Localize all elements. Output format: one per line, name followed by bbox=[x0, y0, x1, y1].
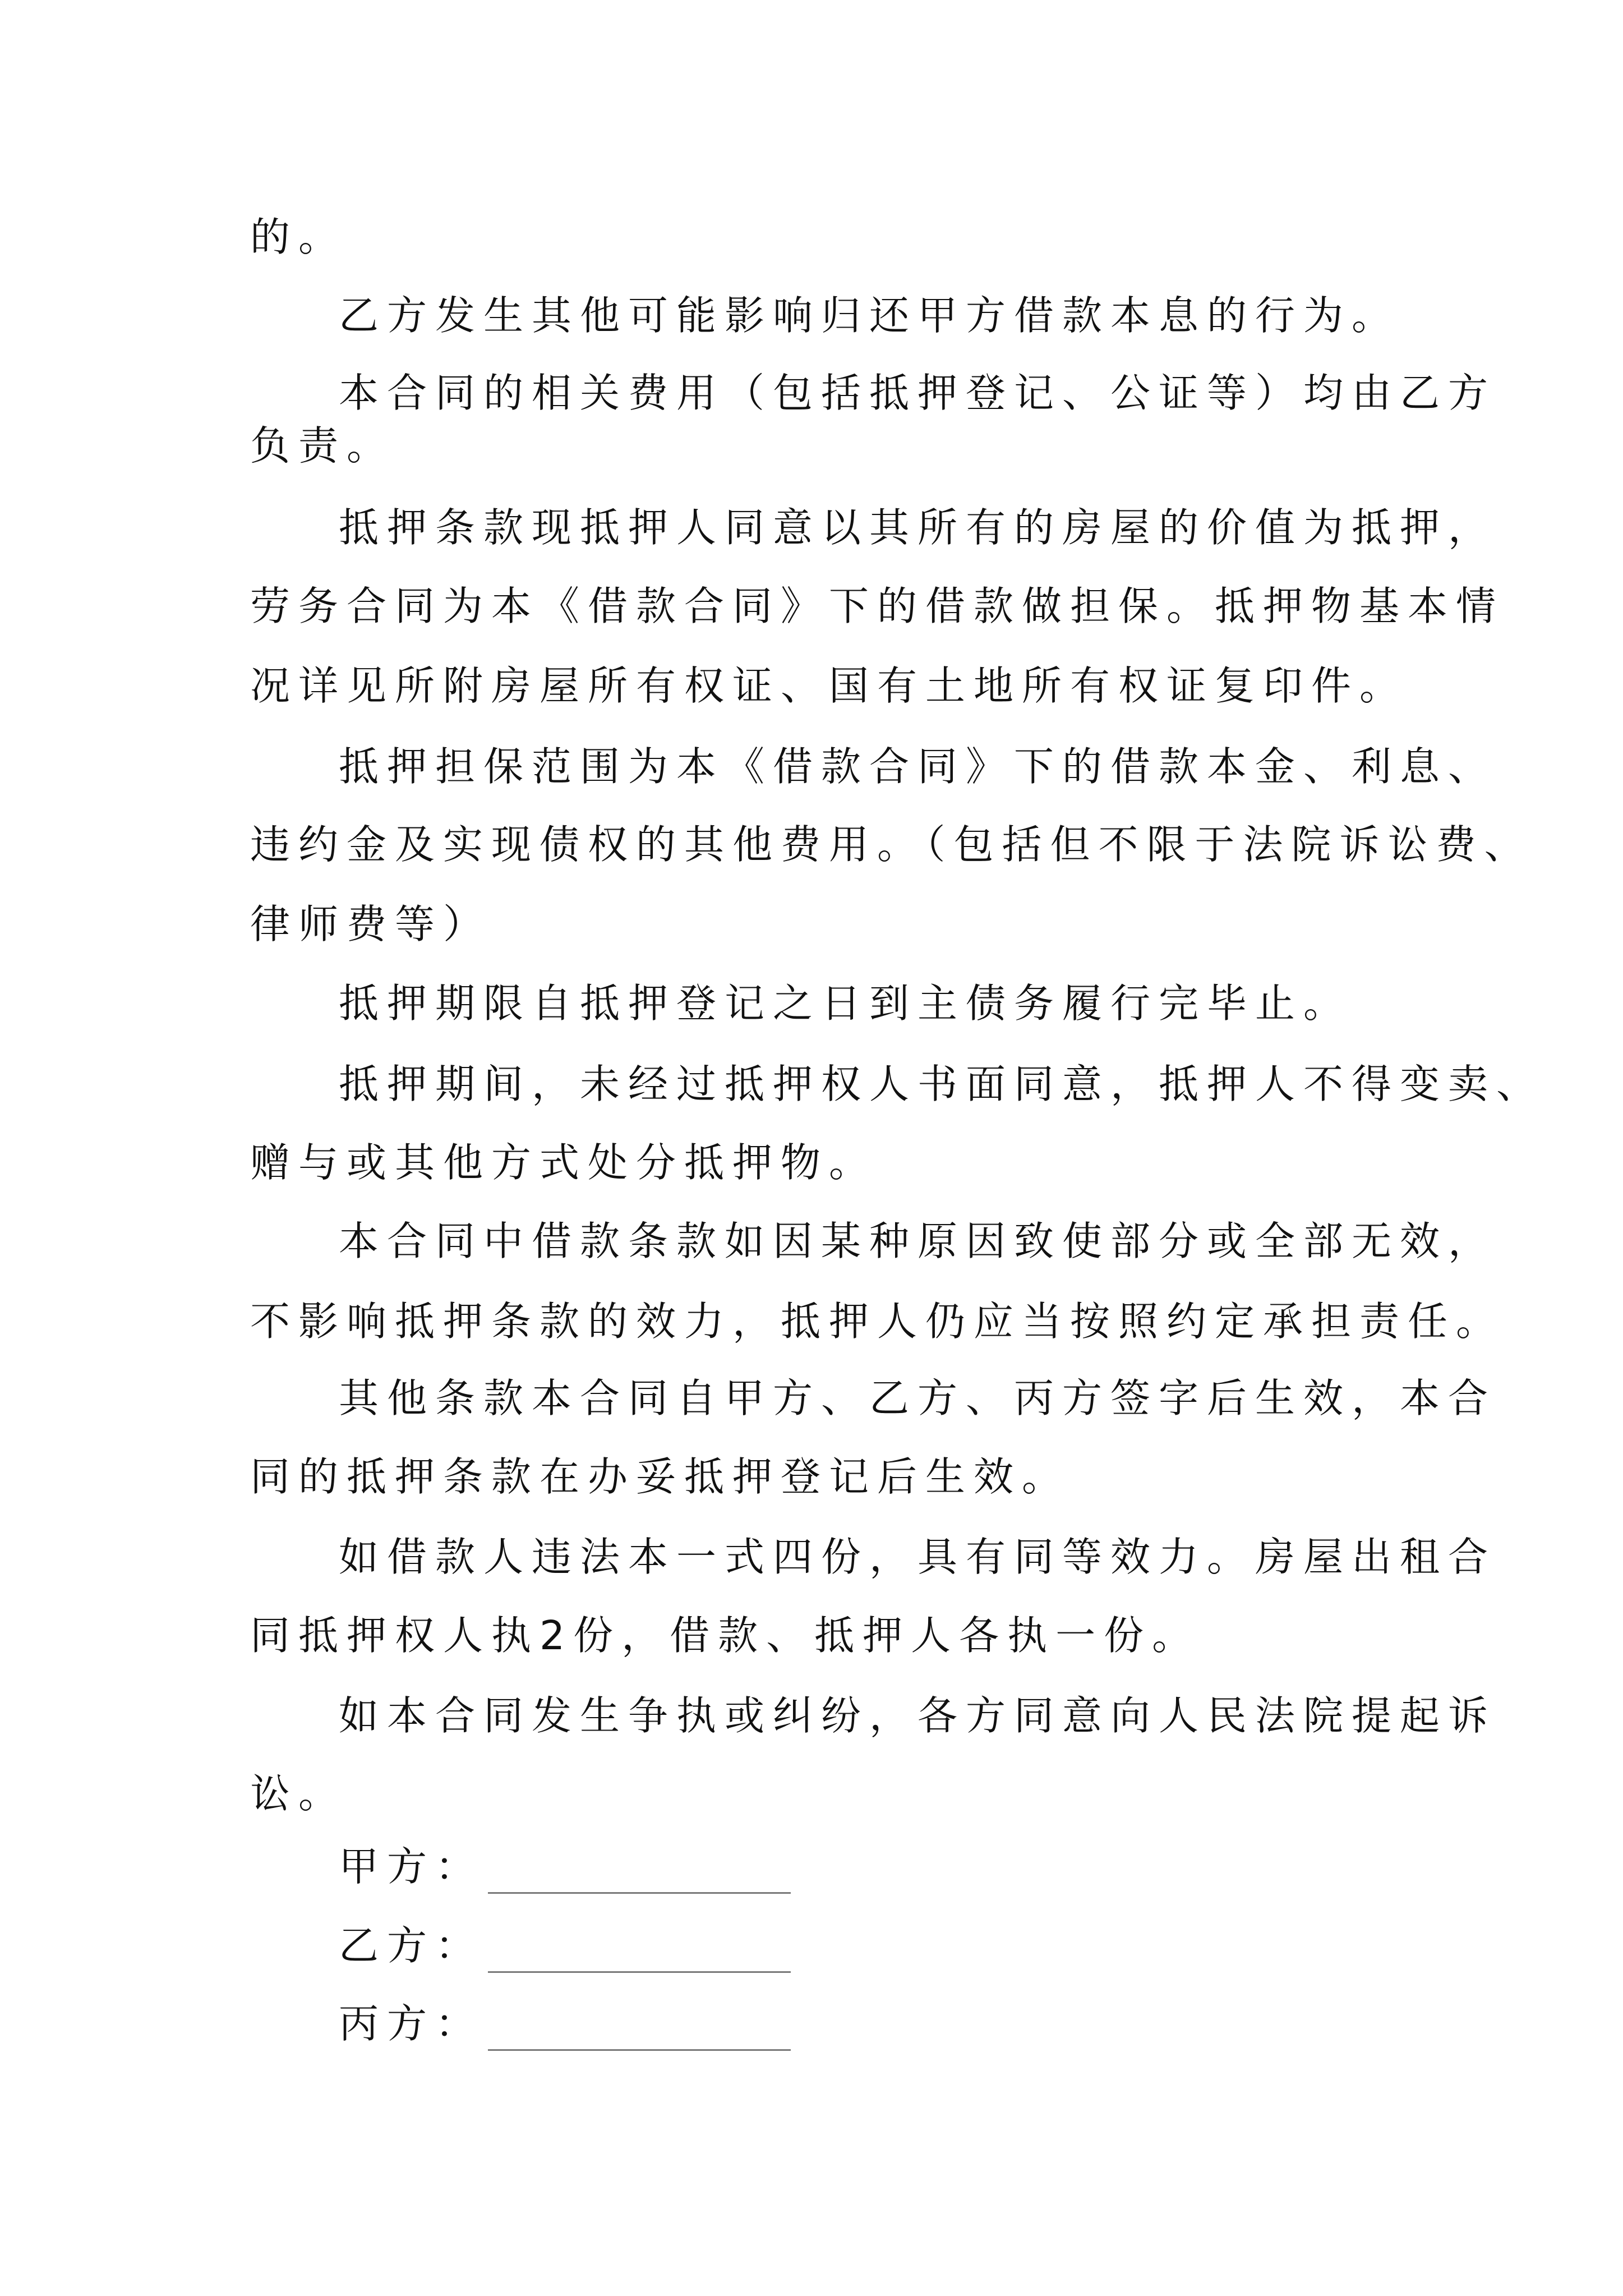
signature-label: 乙方： bbox=[339, 1922, 484, 1969]
paragraph-line: 违约金及实现债权的其他费用。（包括但不限于法院诉讼费、 bbox=[250, 821, 1533, 868]
paragraph-first-line: 本合同的相关费用（包括抵押登记、公证等）均由乙方 bbox=[339, 370, 1497, 416]
signature-label: 甲方： bbox=[339, 1843, 484, 1890]
paragraph-line: 同抵押权人执2份，借款、抵押人各执一份。 bbox=[250, 1612, 1201, 1659]
paragraph-line: 劳务合同为本《借款合同》下的借款做担保。抵押物基本情 bbox=[250, 583, 1505, 629]
paragraph-first-line: 如本合同发生争执或纠纷，各方同意向人民法院提起诉 bbox=[339, 1692, 1497, 1739]
paragraph-first-line: 抵押期限自抵押登记之日到主债务履行完毕止。 bbox=[339, 980, 1352, 1027]
paragraph-line: 讼。 bbox=[250, 1770, 347, 1817]
signature-line bbox=[488, 1851, 791, 1894]
signature-row bbox=[339, 1997, 791, 2051]
paragraph-first-line: 本合同中借款条款如因某种原因致使部分或全部无效， bbox=[339, 1218, 1497, 1264]
paragraph-line: 同的抵押条款在办妥抵押登记后生效。 bbox=[250, 1453, 1071, 1500]
signature-line bbox=[488, 2008, 791, 2051]
paragraph-line: 况详见所附房屋所有权证、国有土地所有权证复印件。 bbox=[250, 662, 1408, 709]
paragraph-line: 赠与或其他方式处分抵押物。 bbox=[250, 1139, 878, 1186]
paragraph-line: 负责。 bbox=[250, 422, 395, 469]
signature-row bbox=[339, 1840, 791, 1894]
paragraph-line: 不影响抵押条款的效力，抵押人仍应当按照约定承担责任。 bbox=[250, 1298, 1505, 1345]
paragraph-first-line: 乙方发生其他可能影响归还甲方借款本息的行为。 bbox=[339, 292, 1400, 339]
paragraph-first-line: 的。 bbox=[250, 214, 347, 260]
paragraph-first-line: 如借款人违法本一式四份，具有同等效力。房屋出租合 bbox=[339, 1534, 1497, 1580]
paragraph-first-line: 抵押期间，未经过抵押权人书面同意，抵押人不得变卖、 bbox=[339, 1061, 1545, 1107]
paragraph-first-line: 抵押条款现抵押人同意以其所有的房屋的价值为抵押， bbox=[339, 504, 1497, 551]
paragraph-first-line: 抵押担保范围为本《借款合同》下的借款本金、利息、 bbox=[339, 743, 1497, 790]
signature-line bbox=[488, 1930, 791, 1973]
signature-label: 丙方： bbox=[339, 2000, 484, 2047]
paragraph-line: 律师费等） bbox=[250, 901, 492, 947]
signature-row bbox=[339, 1919, 791, 1973]
paragraph-first-line: 其他条款本合同自甲方、乙方、丙方签字后生效，本合 bbox=[339, 1375, 1497, 1421]
